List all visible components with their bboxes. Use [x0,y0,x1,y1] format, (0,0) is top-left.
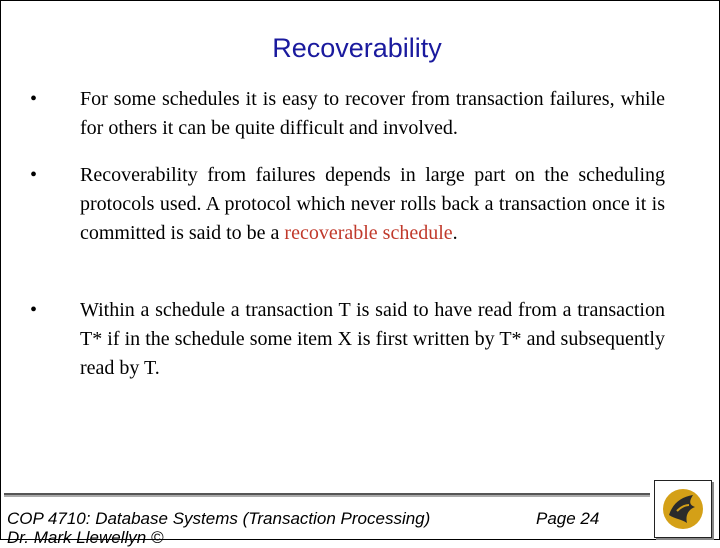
footer-course-title: COP 4710: Database Systems (Transaction Processing) [7,509,431,528]
pegasus-logo-graphic [655,481,711,537]
bullet-marker: • [30,164,38,186]
recoverable-schedule-term: recoverable schedule [284,222,453,244]
bullet-marker: • [30,299,38,321]
bullet-text-2-tail: . [452,222,458,244]
bullet-marker: • [30,88,38,110]
footer [0,493,650,547]
slide-title: Recoverability [272,33,442,63]
footer-divider [4,493,650,497]
footer-author: Dr. Mark Llewellyn © [7,528,164,547]
bullet-text-2-lead: Recoverability from failures depends in large part on the scheduling protocols used. A protocol which never rolls back a transaction once it is committed is said to be a [80,164,665,244]
ucf-pegasus-logo-icon [654,480,712,538]
footer-page-number: Page 24 [536,509,600,528]
bullet-text-3: Within a schedule a transaction T is said to have read from a transaction T* if in the schedule some item X is first written by T* and subsequently read by T. [80,299,665,379]
bullet-text-2 [80,161,665,248]
bullet-text-1: For some schedules it is easy to recover from transaction failures, while for others it can be quite difficult and involved. [80,88,665,139]
